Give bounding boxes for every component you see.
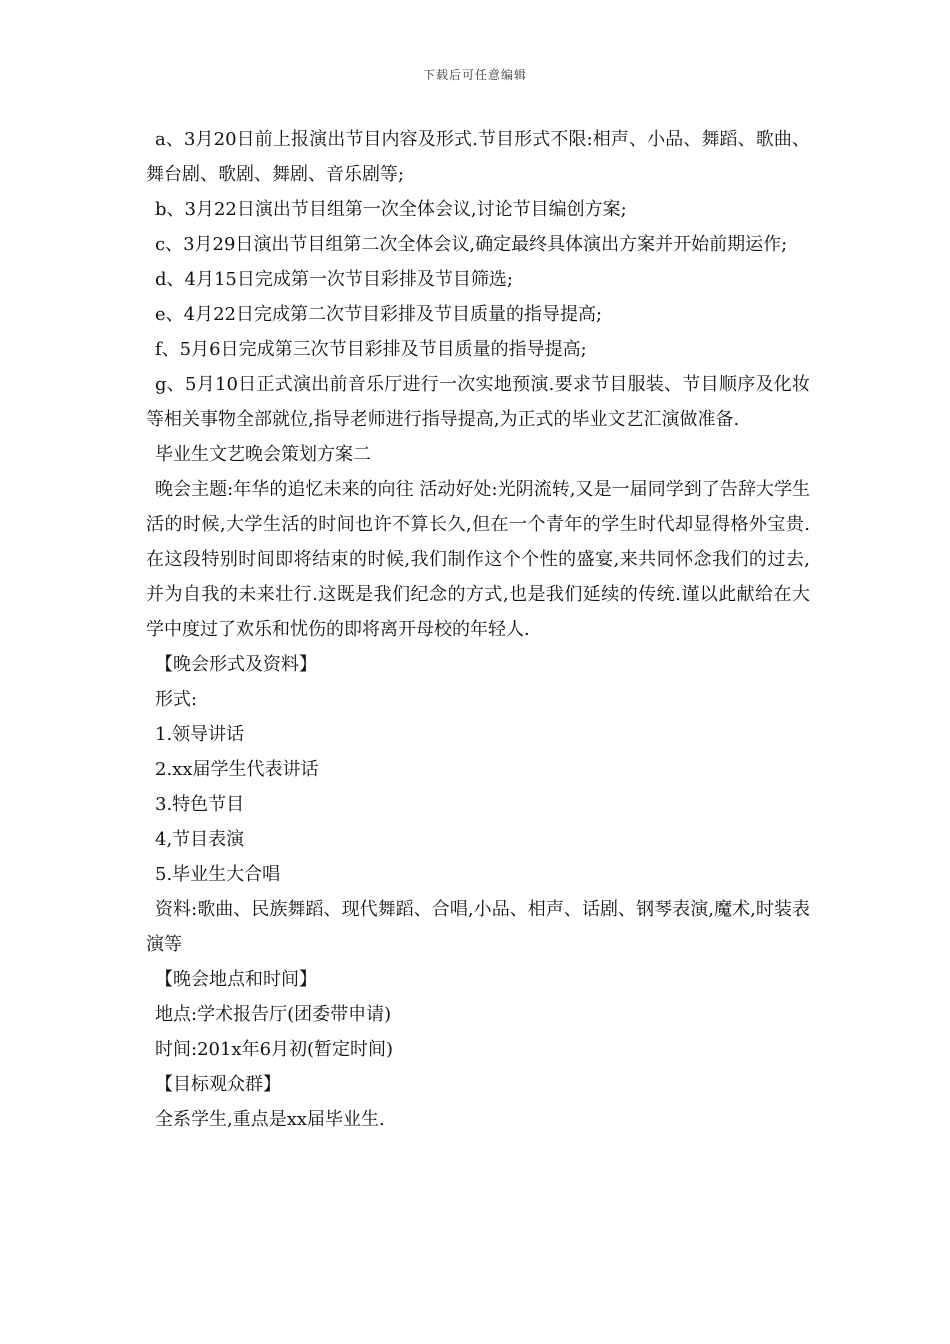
document-body: [146, 122, 810, 1137]
page-header: 下载后可任意编辑: [422, 68, 527, 82]
schedule-item-f: f、5月6日完成第三次节目彩排及节目质量的指导提高;: [155, 339, 587, 360]
schedule-item-d: d、4月15日完成第一次节目彩排及节目筛选;: [155, 269, 513, 290]
schedule-item-a: a、3月20日前上报演出节目内容及形式.节目形式不限:相声、小品、舞蹈、歌曲、舞台剧、歌剧、舞剧、音乐剧等;: [146, 129, 810, 185]
form-label: 形式:: [155, 689, 198, 710]
schedule-item-g: g、5月10日正式演出前音乐厅进行一次实地预演.要求节目服装、节目顺序及化妆等相关事物全部就位,指导老师进行指导提高,为正式的毕业文艺汇演做准备.: [146, 374, 810, 430]
list-item: 2.xx届学生代表讲话: [155, 759, 319, 780]
time-line: 时间:201x年6月初(暂定时间): [155, 1039, 394, 1060]
schedule-item-c: c、3月29日演出节目组第二次全体会议,确定最终具体演出方案并开始前期运作;: [155, 234, 788, 255]
list-item: 1.领导讲话: [155, 724, 245, 745]
heading-audience: 【目标观众群】: [155, 1074, 281, 1095]
venue-line: 地点:学术报告厅(团委带申请): [155, 1004, 392, 1025]
list-item: 4,节目表演: [155, 829, 245, 850]
heading-form-content: 【晚会形式及资料】: [155, 654, 317, 675]
section-title: 毕业生文艺晚会策划方案二: [155, 444, 371, 465]
content-paragraph: 资料:歌曲、民族舞蹈、现代舞蹈、合唱,小品、相声、话剧、钢琴表演,魔术,时装表演等: [146, 899, 810, 955]
audience-line: 全系学生,重点是xx届毕业生.: [155, 1109, 385, 1130]
theme-paragraph: 晚会主题:年华的追忆未来的向往 活动好处:光阴流转,又是一届同学到了告辞大学生活的时候,大学生活的时间也许不算长久,但在一个青年的学生时代却显得格外宝贵.在这段特别时间即将结束的时候,我们制作这个个性的盛宴,来共同怀念我们的过去,并为自我的未来壮行.这既是我们纪念的方式,也是我们延续的传统.谨以此献给在大学中度过了欢乐和忧伤的即将离开母校的年轻人.: [146, 479, 810, 640]
list-item: 5.毕业生大合唱: [155, 864, 281, 885]
schedule-item-b: b、3月22日演出节目组第一次全体会议,讨论节目编创方案;: [155, 199, 627, 220]
schedule-item-e: e、4月22日完成第二次节目彩排及节目质量的指导提高;: [155, 304, 603, 325]
list-item: 3.特色节目: [155, 794, 245, 815]
heading-venue-time: 【晚会地点和时间】: [155, 969, 317, 990]
